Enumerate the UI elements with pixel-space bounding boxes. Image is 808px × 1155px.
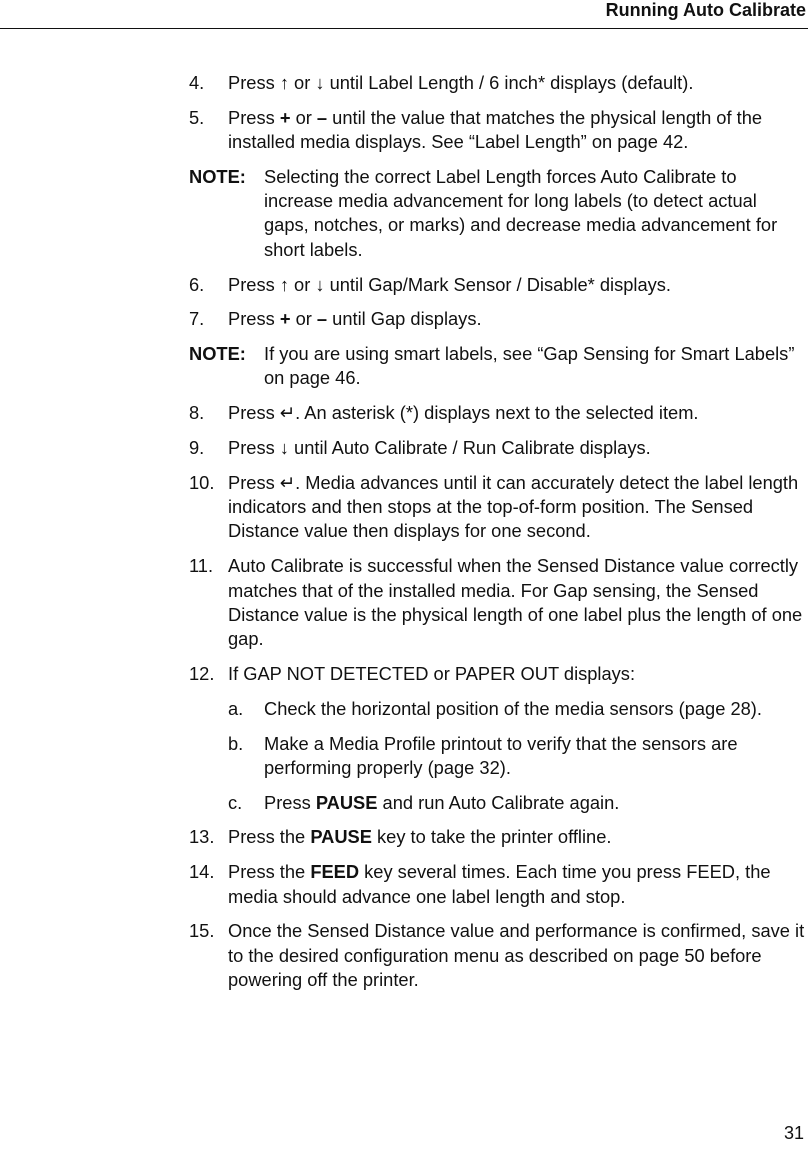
- step-7: [189, 307, 805, 331]
- step-text: Press ↵. An asterisk (*) displays next to the selected item.: [228, 402, 699, 424]
- step-number: 13.: [189, 826, 215, 848]
- step-text: or: [288, 72, 316, 93]
- page-header: [0, 0, 808, 29]
- step-number: 15.: [189, 920, 215, 942]
- step-14: [189, 860, 805, 909]
- step-12: [189, 662, 805, 686]
- procedure-content: [189, 71, 805, 1003]
- plus-key: +: [279, 308, 291, 330]
- note-label-length: [189, 165, 805, 262]
- feed-key: FEED: [310, 861, 360, 883]
- minus-key: –: [316, 106, 328, 128]
- step-number: 7.: [189, 308, 205, 330]
- pause-key: PAUSE: [310, 826, 372, 848]
- up-arrow-icon: ↑: [279, 72, 289, 93]
- step-number: 6.: [189, 273, 205, 295]
- step-number: 5.: [189, 106, 205, 128]
- substep-letter: c.: [228, 791, 243, 813]
- step-15: [189, 919, 805, 992]
- step-text: until the value that matches the physical length of the installed media displays. See “Label Length” on page 42.: [228, 106, 763, 153]
- pause-key: PAUSE: [315, 791, 378, 813]
- step-8: [189, 401, 805, 425]
- step-number: 14.: [189, 861, 215, 883]
- step-text: or: [290, 106, 317, 128]
- step-text: Press: [228, 72, 280, 93]
- step-text: Press ↵. Media advances until it can accurately detect the label length indicators and then stops at the top-of-form position. The Sensed Distance value then displays for one second.: [228, 471, 799, 542]
- step-text: until Label Length / 6 inch* displays (default).: [324, 72, 694, 93]
- step-number: 11.: [189, 555, 214, 577]
- step-text: Press ↓ until Auto Calibrate / Run Calibrate displays.: [228, 437, 651, 459]
- step-text: until Gap displays.: [327, 308, 482, 330]
- step-11: [189, 554, 805, 651]
- step-number: 12.: [189, 662, 215, 684]
- page-number: 31: [783, 1123, 804, 1143]
- substep-letter: b.: [228, 732, 244, 754]
- running-header-title: Running Auto Calibrate: [605, 0, 806, 20]
- step-text: key to take the printer offline.: [371, 826, 612, 848]
- down-arrow-icon: ↓: [315, 273, 325, 295]
- substep-b: [228, 732, 805, 781]
- substep-letter: a.: [228, 697, 244, 719]
- step-text: Once the Sensed Distance value and performance is confirmed, save it to the desired configuration menu as described on page 50 before powering off the printer.: [228, 920, 805, 990]
- up-arrow-icon: ↑: [279, 273, 289, 295]
- note-text: Selecting the correct Label Length forces Auto Calibrate to increase media advancement for long labels (to detect actual gaps, notches, or marks) and decrease media advancement for short labels.: [264, 165, 778, 260]
- note-label: NOTE:: [189, 343, 246, 365]
- step-text: or: [290, 308, 317, 330]
- substep-text: Make a Media Profile printout to verify that the sensors are performing properly (page 32).: [264, 732, 738, 778]
- step-text: Press: [228, 273, 280, 295]
- step-13: [189, 825, 805, 849]
- step-4: [189, 71, 805, 95]
- step-text: key several times. Each time you press FEED, the media should advance one label length and stop.: [228, 861, 771, 907]
- minus-key: –: [316, 308, 328, 330]
- note-smart-labels: [189, 342, 805, 391]
- plus-key: +: [279, 106, 291, 128]
- step-number: 9.: [189, 437, 205, 459]
- step-text: Auto Calibrate is successful when the Sensed Distance value correctly matches that of the installed media. For Gap sensing, the Sensed Distance value is the physical length of one label plus the length of one gap.: [228, 555, 803, 650]
- step-number: 10.: [189, 471, 215, 493]
- step-5: [189, 106, 805, 155]
- step-text: Press the: [228, 826, 311, 848]
- step-text: If GAP NOT DETECTED or PAPER OUT displays:: [228, 662, 636, 684]
- step-6: [189, 273, 805, 297]
- note-label: NOTE:: [189, 165, 246, 187]
- down-arrow-icon: ↓: [315, 72, 325, 93]
- substep-text: and run Auto Calibrate again.: [377, 791, 620, 813]
- note-text: If you are using smart labels, see “Gap Sensing for Smart Labels” on page 46.: [264, 343, 795, 389]
- step-text: until Gap/Mark Sensor / Disable* displays.: [324, 273, 671, 295]
- step-text: Press the: [228, 861, 311, 883]
- step-9: [189, 436, 805, 460]
- substep-c: [228, 791, 805, 815]
- step-number: 4.: [189, 72, 205, 93]
- substep-text: Press: [264, 791, 316, 813]
- substep-text: Check the horizontal position of the media sensors (page 28).: [264, 697, 762, 719]
- substep-a: [228, 697, 805, 721]
- step-number: 8.: [189, 402, 205, 424]
- step-text: or: [288, 273, 316, 295]
- step-10: [189, 471, 805, 544]
- step-text: Press: [228, 308, 280, 330]
- step-text: Press: [228, 106, 280, 128]
